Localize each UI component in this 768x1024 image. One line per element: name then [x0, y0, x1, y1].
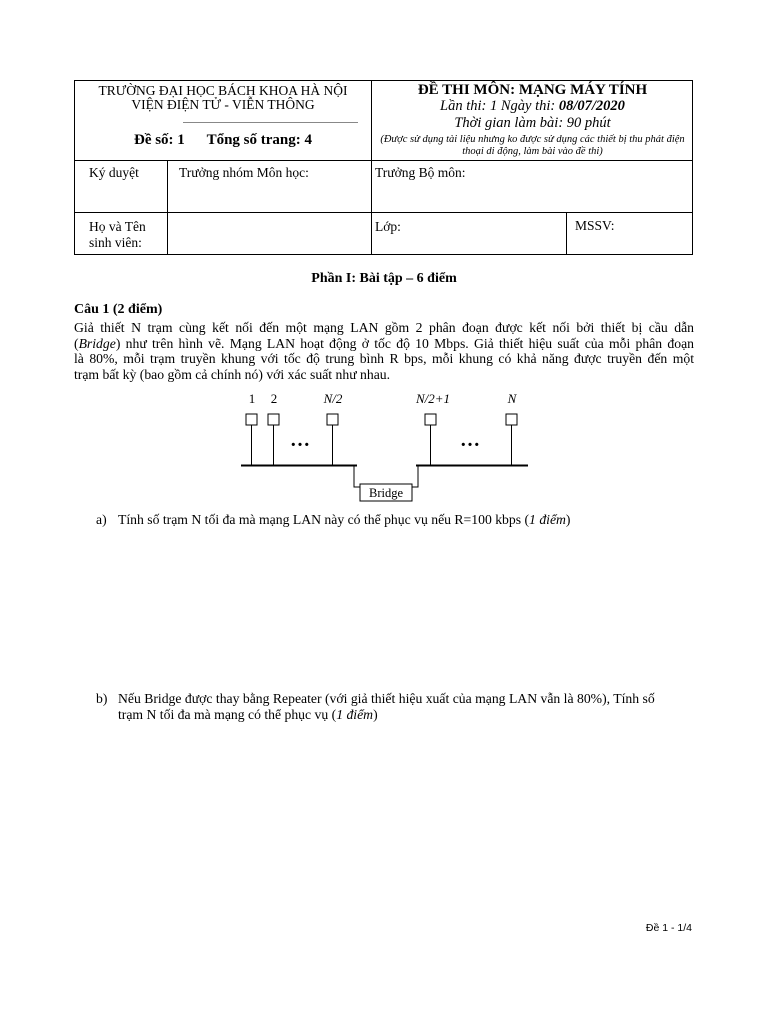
header-divider-mssv [566, 212, 567, 254]
team-lead-label: Trưởng nhóm Môn học: [179, 165, 309, 180]
exam-date-line [371, 99, 694, 114]
exam-note: (Được sử dụng tài liệu nhưng ko được sử dụng các thiết bị thu phát điện thoại di động, làm bài vào đề thi) [380, 134, 685, 157]
student-name-label-1: Họ và Tên [89, 219, 146, 234]
station-box [268, 414, 279, 425]
exam-title: ĐỀ THI MÔN: MẠNG MÁY TÍNH [417, 82, 648, 98]
header-divider-label-col [167, 160, 168, 254]
section-title: Phần I: Bài tập – 6 điểm [311, 271, 457, 286]
station-box [327, 414, 338, 425]
ellipsis-left: … [290, 429, 310, 451]
station-label-1: 1 [248, 391, 256, 406]
part-b-marker: b) [96, 691, 108, 706]
part-a-text: Tính số trạm N tối đa mà mạng LAN này có thể phục vụ nếu R=100 kbps (1 điểm) [118, 512, 571, 527]
question-paragraph [74, 320, 694, 382]
attempt-label: Lần thi: 1 Ngày thi: [440, 98, 559, 114]
part-b-text: Nếu Bridge được thay bằng Repeater (với giả thiết hiệu xuất của mạng LAN vẫn là 80%), Tính số trạm N tối đa mà mạng có thể phục vụ (1 điểm) [118, 691, 655, 722]
exam-number: Đề số: 1 [133, 132, 185, 148]
station-label-n: N [507, 391, 517, 406]
institute-name: VIỆN ĐIỆN TỬ - VIỄN THÔNG [131, 97, 315, 112]
station-box [506, 414, 517, 425]
paragraph-line: Giả thiết N trạm cùng kết nối đến một mạng LAN gồm 2 phân đoạn được kết nối bởi thiết bị cầu dẫn [74, 320, 694, 335]
station-box [425, 414, 436, 425]
station-label-n-half-plus-1: N/2+1 [415, 391, 451, 406]
part-b-points: 1 điểm [336, 707, 374, 722]
exam-duration: Thời gian làm bài: 90 phút [454, 115, 611, 131]
bridge-label: Bridge [368, 486, 404, 500]
exam-date: 08/07/2020 [558, 98, 625, 114]
station-label-2: 2 [270, 391, 278, 406]
station-box [246, 414, 257, 425]
bridge-link-left [354, 465, 360, 487]
paragraph-line: (Bridge) như trên hình vẽ. Mạng LAN hoạt động ở tốc độ 10 Mbps. Giả thiết hiệu suất của mỗi phân đoạn [74, 335, 694, 351]
bridge-term: Bridge [78, 335, 116, 351]
total-pages: Tổng số trang: 4 [206, 132, 312, 148]
part-a-points: 1 điểm [529, 512, 566, 527]
class-label: Lớp: [375, 219, 401, 234]
ellipsis-right: … [460, 429, 480, 451]
approval-label: Ký duyệt [89, 165, 139, 180]
page-footer: Đề 1 - 1/4 [645, 922, 692, 934]
paragraph-line: là 80%, mỗi trạm truyền khung với tốc độ trung bình R bps, mỗi khung có khả năng được truyền đến một [74, 351, 694, 367]
exam-header-table [74, 80, 693, 255]
station-label-n-half: N/2 [323, 391, 343, 406]
school-name: TRƯỜNG ĐẠI HỌC BÁCH KHOA HÀ NỘI [98, 83, 348, 98]
exam-number-row [75, 133, 371, 148]
lan-bridge-diagram [230, 388, 540, 510]
question-title: Câu 1 (2 điểm) [74, 302, 163, 317]
bridge-link-right [412, 465, 418, 487]
student-name-label-2: sinh viên: [89, 235, 142, 250]
part-a-marker: a) [96, 512, 107, 527]
student-id-label: MSSV: [575, 218, 615, 233]
header-separator-line [183, 122, 358, 123]
dept-head-label: Trưởng Bộ môn: [375, 165, 466, 180]
paragraph-line: trạm bất kỳ (bao gồm cả chính nó) với xác suất như nhau. [74, 366, 391, 382]
